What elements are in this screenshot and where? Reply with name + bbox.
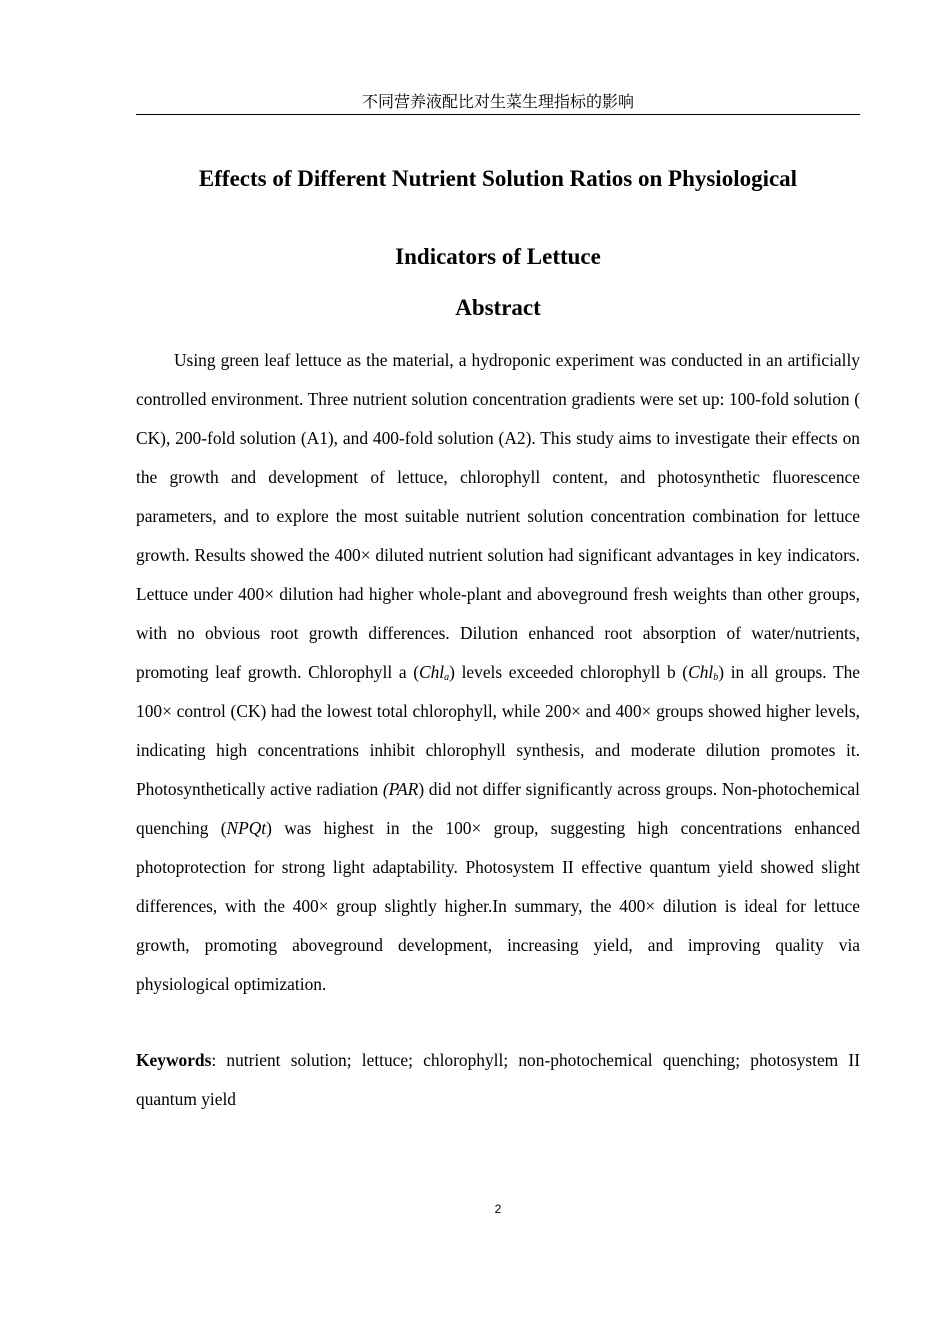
npqt-term: NPQt [226, 818, 267, 838]
chl-a-term [419, 662, 449, 682]
paper-title [136, 140, 860, 296]
abstract-text-3: ) in all groups. The 100× control (CK) had the lowest total chlorophyll, while 200× and 400× groups showed higher levels, indicating high concentrations inhibit chlorophyll synthesis, and moderate dilution promotes it. Photosynthetically active radiation [136, 662, 860, 799]
chl-b-term [688, 662, 718, 682]
abstract-body [136, 341, 860, 1004]
chl-a-subscript: a [444, 672, 450, 683]
abstract-text-5: ) was highest in the 100× group, suggesting high concentrations enhanced photoprotection for strong light adaptability. Photosystem II effective quantum yield showed slight differences, with the 400× group slightly higher.In summary, the 400× dilution is ideal for lettuce growth, promoting aboveground development, increasing yield, and improving quality via physiological optimization. [136, 818, 860, 994]
chl-b-subscript: b [713, 672, 719, 683]
chl-a-base: Chl [418, 662, 445, 682]
running-header: 不同营养液配比对生菜生理指标的影响 [136, 90, 860, 115]
paper-title-line-2: Indicators of Lettuce [395, 244, 601, 269]
keywords-label: Keywords [136, 1050, 212, 1070]
par-term: (PAR [382, 779, 419, 799]
keywords-paragraph [136, 1041, 860, 1119]
abstract-heading: Abstract [455, 295, 541, 320]
abstract-text-4: ) did not differ significantly across groups. Non-photochemical quenching ( [136, 779, 860, 838]
keywords-list: : nutrient solution; lettuce; chlorophyll; non-photochemical quenching; photosystem II quantum yield [136, 1050, 860, 1109]
abstract-text-1: Using green leaf lettuce as the material, a hydroponic experiment was conducted in an artificially controlled environment. Three nutrient solution concentration gradients were set up: 100-fold solution ( CK), 200-fold solution (A1), and 400-fold solution (A2). This study aims to investigate their effects on the growth and development of lettuce, chlorophyll content, and photosynthetic fluorescence parameters, and to explore the most suitable nutrient solution concentration combination for lettuce growth. Results showed the 400× diluted nutrient solution had significant advantages in key indicators. Lettuce under 400× dilution had higher whole-plant and aboveground fresh weights than other groups, with no obvious root growth differences. Dilution enhanced root absorption of water/nutrients, promoting leaf growth. Chlorophyll a ( [136, 350, 860, 682]
abstract-text-2: ) levels exceeded chlorophyll b ( [449, 662, 689, 682]
page-number: 2 [494, 1202, 502, 1216]
paper-title-line-1: Effects of Different Nutrient Solution Ratios on Physiological [198, 166, 798, 191]
chl-b-base: Chl [688, 662, 714, 682]
